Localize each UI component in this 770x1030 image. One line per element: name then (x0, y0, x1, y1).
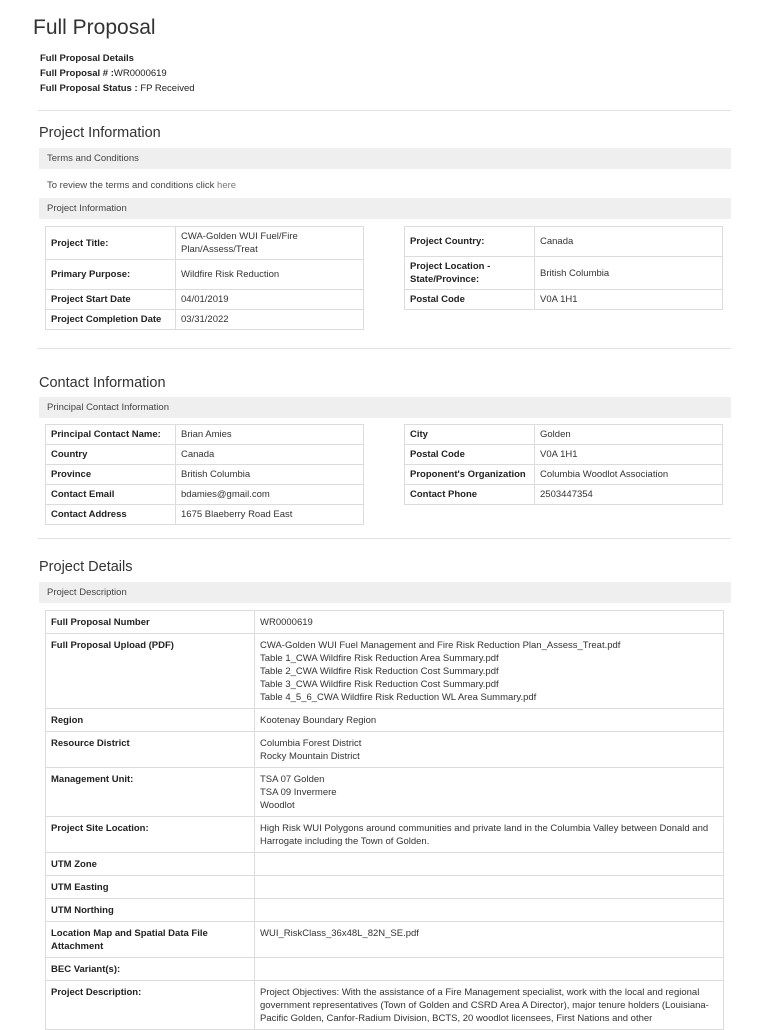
project-info-bar: Project Information (39, 198, 731, 219)
row-label: UTM Zone (46, 853, 255, 876)
row-label: Project Site Location: (46, 817, 255, 853)
table-row: Province British Columbia (46, 465, 364, 485)
table-row: Project Title: CWA-Golden WUI Fuel/Fire Plan/Assess/Treat (46, 227, 364, 260)
row-value (255, 899, 724, 922)
value-line: WR0000619 (260, 617, 313, 628)
value-line: WUI_RiskClass_36x48L_82N_SE.pdf (260, 928, 419, 939)
table-row (46, 709, 724, 732)
value-line: Table 4_5_6_CWA Wildfire Risk Reduction WL Area Summary.pdf (260, 692, 537, 703)
divider (38, 110, 731, 111)
row-label: Full Proposal Number (46, 611, 255, 634)
value-line: CWA-Golden WUI Fuel Management and Fire Risk Reduction Plan_Assess_Treat.pdf (260, 640, 621, 651)
row-value (255, 981, 724, 1030)
table-row: City Golden (405, 425, 723, 445)
project-description-bar: Project Description (39, 582, 731, 603)
value-line: Table 3_CWA Wildfire Risk Reduction Cost Summary.pdf (260, 679, 499, 690)
table-row: Project Start Date 04/01/2019 (46, 290, 364, 310)
row-value (255, 709, 724, 732)
table-row: Postal Code V0A 1H1 (405, 445, 723, 465)
row-label: Location Map and Spatial Data File Attachment (46, 922, 255, 958)
project-info-heading: Project Information (39, 125, 161, 141)
row-label: Project Description: (46, 981, 255, 1030)
table-row: Project Location - State/Province: British Columbia (405, 257, 723, 290)
value-line: Project Objectives: With the assistance of a Fire Management specialist, work with the local and regional government representatives (Town of Golden and CSRD Area A Director), major tenure holders (Louisiana-Pacific Golden, Canfor-Radium Division, BCTS, 20 woodlot licensees, First Nations and other (260, 987, 709, 1024)
row-label: UTM Easting (46, 876, 255, 899)
row-label: UTM Northing (46, 899, 255, 922)
value-line: TSA 07 Golden (260, 774, 325, 785)
contact-left-table (45, 424, 364, 525)
terms-text: To review the terms and conditions click here (47, 180, 237, 191)
principal-contact-bar: Principal Contact Information (39, 397, 731, 418)
value-line: Rocky Mountain District (260, 751, 360, 762)
table-row (46, 817, 724, 853)
row-value (255, 611, 724, 634)
row-label: Management Unit: (46, 768, 255, 817)
table-row (46, 922, 724, 958)
proposal-status: Full Proposal Status : FP Received (40, 83, 195, 94)
table-row (46, 876, 724, 899)
row-label: Resource District (46, 732, 255, 768)
value-line: Kootenay Boundary Region (260, 715, 377, 726)
table-row: Principal Contact Name: Brian Amies (46, 425, 364, 445)
table-row (46, 958, 724, 981)
value-line: TSA 09 Invermere (260, 787, 337, 798)
table-row (46, 634, 724, 709)
contact-heading: Contact Information (39, 375, 166, 391)
table-row: Project Completion Date 03/31/2022 (46, 310, 364, 330)
proposal-number: Full Proposal # :WR0000619 (40, 68, 167, 79)
row-value (255, 634, 724, 709)
table-row: Project Country: Canada (405, 227, 723, 257)
project-details-heading: Project Details (39, 559, 133, 575)
value-line: Table 1_CWA Wildfire Risk Reduction Area Summary.pdf (260, 653, 499, 664)
table-row: Proponent's Organization Columbia Woodlot Association (405, 465, 723, 485)
project-info-right-table (404, 226, 723, 310)
contact-right-table (404, 424, 723, 505)
table-row: Postal Code V0A 1H1 (405, 290, 723, 310)
row-label: Full Proposal Upload (PDF) (46, 634, 255, 709)
table-row (46, 611, 724, 634)
table-row (46, 732, 724, 768)
details-heading: Full Proposal Details (40, 53, 134, 64)
value-line: Columbia Forest District (260, 738, 362, 749)
row-value (255, 732, 724, 768)
row-value (255, 817, 724, 853)
table-row: Country Canada (46, 445, 364, 465)
table-row: Contact Phone 2503447354 (405, 485, 723, 505)
table-row (46, 981, 724, 1030)
row-value (255, 853, 724, 876)
value-line: Table 2_CWA Wildfire Risk Reduction Cost Summary.pdf (260, 666, 499, 677)
table-row: Primary Purpose: Wildfire Risk Reduction (46, 260, 364, 290)
terms-bar: Terms and Conditions (39, 148, 731, 169)
row-value (255, 768, 724, 817)
row-label: Region (46, 709, 255, 732)
table-row: Contact Address 1675 Blaeberry Road East (46, 505, 364, 525)
table-row (46, 768, 724, 817)
table-row (46, 899, 724, 922)
terms-link[interactable]: here (217, 180, 237, 191)
table-row: Contact Email bdamies@gmail.com (46, 485, 364, 505)
table-row (46, 853, 724, 876)
divider (38, 538, 731, 539)
row-value (255, 958, 724, 981)
value-line: High Risk WUI Polygons around communities and private land in the Columbia Valley between Donald and Harrogate including the Town of Golden. (260, 823, 709, 847)
page-title: Full Proposal (33, 16, 156, 39)
divider (38, 348, 731, 349)
row-value (255, 876, 724, 899)
row-value (255, 922, 724, 958)
project-details-table (45, 610, 724, 1030)
row-label: BEC Variant(s): (46, 958, 255, 981)
value-line: Woodlot (260, 800, 295, 811)
project-info-left-table (45, 226, 364, 330)
